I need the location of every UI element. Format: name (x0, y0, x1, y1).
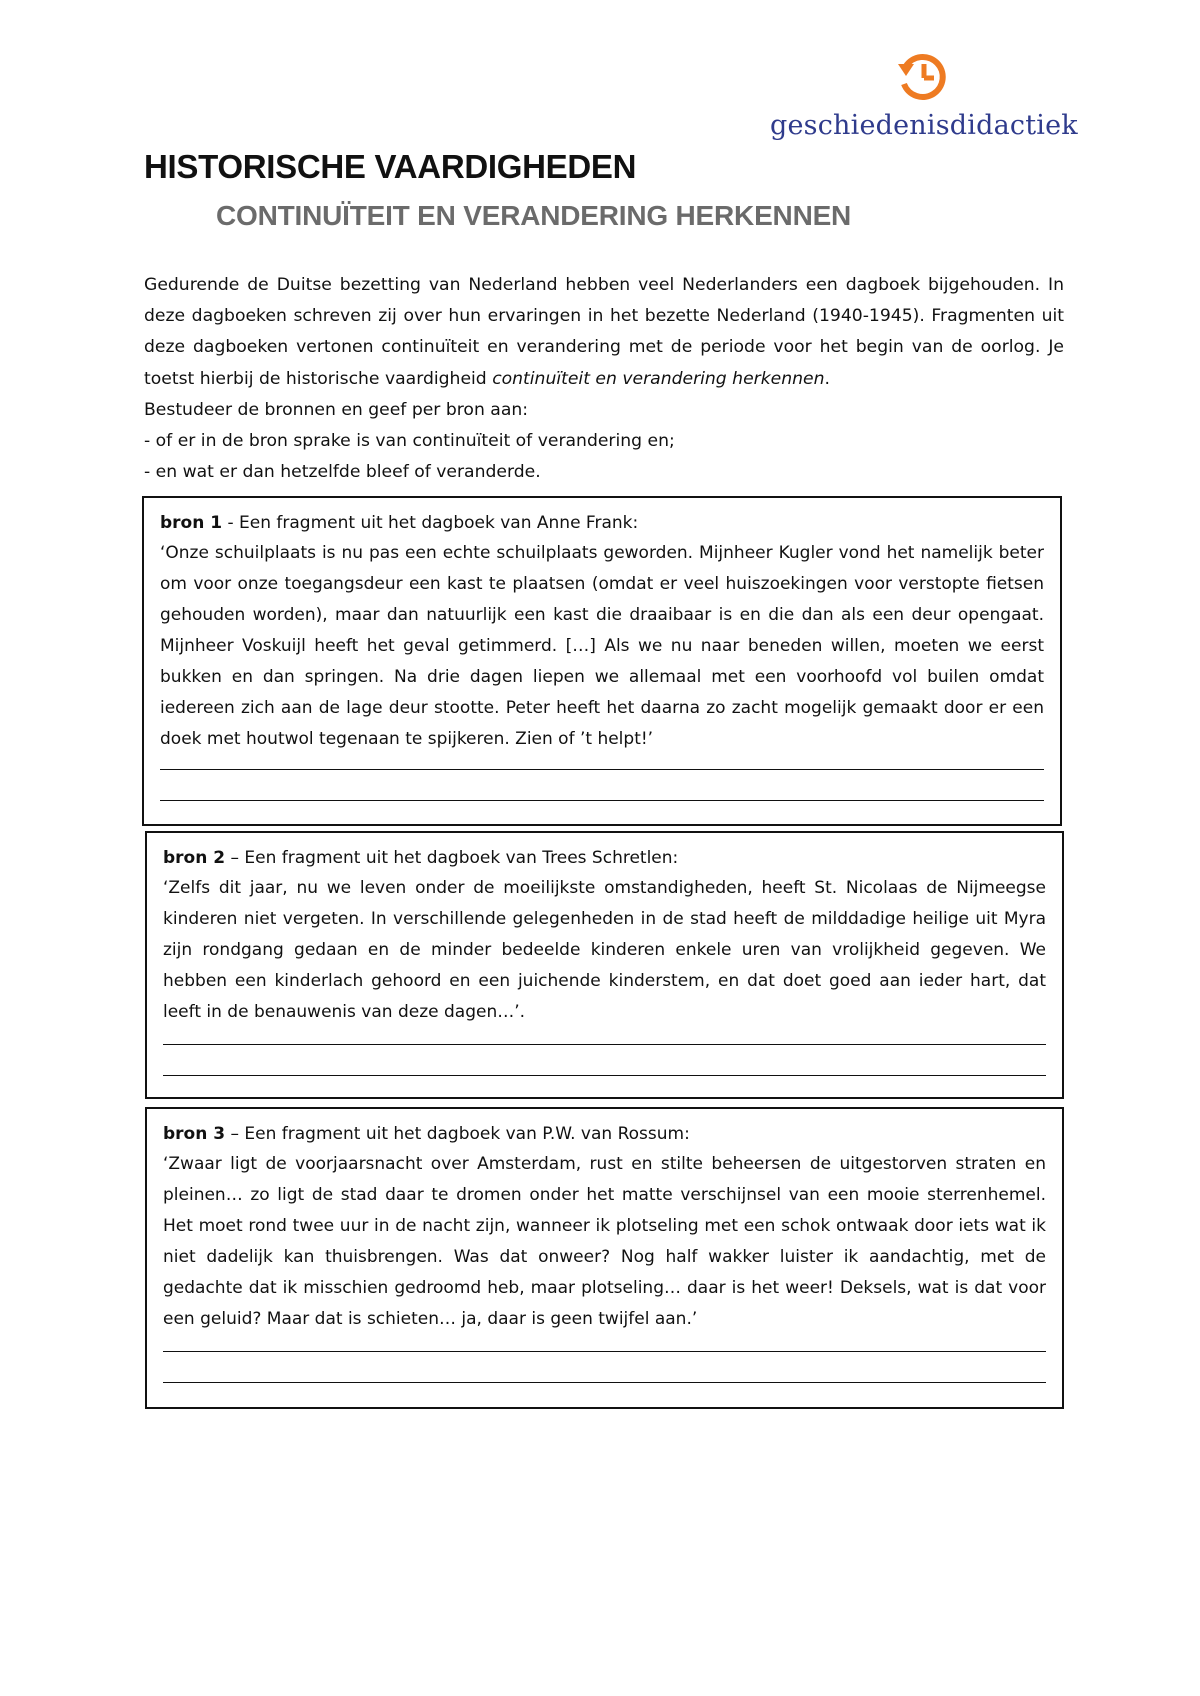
answer-line[interactable] (160, 769, 1044, 770)
intro-instruction: Bestudeer de bronnen en geef per bron aan: (144, 399, 529, 420)
source-heading (163, 843, 1046, 873)
source-quote: ‘Zwaar ligt de voorjaarsnacht over Amsterdam, rust en stilte beheersen de uitgestorven straten en pleinen… zo ligt de stad daar te dromen onder het matte verschijnsel van een mooie sterrenhemel. Het moet rond twee uur in de nacht zijn, wanneer ik plotseling met een schok ontwaak door iets wat ik niet dadelijk kan thuisbrengen. Was dat onweer? Nog half wakker luister ik aandachtig, met de gedachte dat ik misschien gedroomd heb, maar plotseling… daar is het weer! Deksels, wat is dat voor een geluid? Maar dat is schieten… ja, daar is geen twijfel aan.’ (163, 1154, 1046, 1329)
source-heading-text: - Een fragment uit het dagboek van Anne Frank: (222, 513, 639, 533)
source-heading-text: – Een fragment uit het dagboek van Trees Schretlen: (225, 848, 679, 868)
intro-bullet: - of er in de bron sprake is van continuïteit of verandering en; (144, 431, 675, 452)
intro-skill-name: continuïteit en verandering herkennen (492, 368, 825, 389)
logo-text: geschiedenisdidactiek (770, 110, 1078, 141)
source-quote: ‘Onze schuilplaats is nu pas een echte schuilplaats geworden. Mijnheer Kugler vond het namelijk beter om voor onze toegangsdeur een kast te plaatsen (omdat er veel huiszoekingen voor verstopte fietsen gehouden worden), maar dan natuurlijk een kast die draaibaar is en die dan als een deur opengaat. Mijnheer Voskuijl heeft het geval getimmerd. […] Als we nu naar beneden willen, moeten we eerst bukken en dan springen. Na drie dagen liepen we allemaal met een voorhoofd vol builen omdat iedereen zich aan de lage deur stootte. Peter heeft het daarna zo zacht mogelijk gemaakt door er een doek met houtwol tegenaan te spijkeren. Zien of ’t helpt!’ (160, 543, 1044, 749)
answer-line[interactable] (160, 800, 1044, 801)
intro (144, 270, 1064, 488)
answer-line[interactable] (163, 1044, 1046, 1045)
intro-paragraph (144, 270, 1064, 395)
answer-line[interactable] (163, 1075, 1046, 1076)
page-title: HISTORISCHE VAARDIGHEDEN (144, 148, 637, 185)
intro-bullet: - en wat er dan hetzelfde bleef of veranderde. (144, 462, 541, 483)
page-subtitle: CONTINUÏTEIT EN VERANDERING HERKENNEN (216, 200, 852, 231)
answer-line[interactable] (163, 1351, 1046, 1352)
source-label: bron 2 (163, 848, 226, 868)
source-label: bron 1 (160, 513, 223, 533)
source-box-2 (145, 831, 1064, 1099)
source-label: bron 3 (163, 1124, 226, 1144)
intro-paragraph-text: Gedurende de Duitse bezetting van Nederland hebben veel Nederlanders een dagboek bijgehouden. In deze dagboeken schreven zij over hun ervaringen in het bezette Nederland (1940-1945). Fragmenten uit deze dagboeken vertonen continuïteit en verandering met de periode voor het begin van de oorlog. Je toetst hierbij de historische vaardigheid (144, 275, 1064, 389)
source-heading (163, 1119, 1046, 1149)
answer-line[interactable] (163, 1382, 1046, 1383)
intro-paragraph-end: . (824, 368, 830, 389)
source-heading-text: – Een fragment uit het dagboek van P.W. van Rossum: (225, 1124, 690, 1144)
source-heading (160, 508, 1044, 538)
logo (770, 50, 1078, 150)
source-box-1 (142, 496, 1062, 826)
source-quote: ‘Zelfs dit jaar, nu we leven onder de moeilijkste omstandigheden, heeft St. Nicolaas de Nijmeegse kinderen niet vergeten. In verschillende gelegenheden in de stad heeft de milddadige heilige uit Myra zijn rondgang gedaan en de minder bedeelde kinderen enkele uren van vrolijkheid gegeven. We hebben een kinderlach gehoord en een juichende kinderstem, en dat doet goed aan ieder hart, dat leeft in de benauwenis van deze dagen…’. (163, 878, 1046, 1022)
clock-arrow-icon (896, 50, 950, 104)
source-box-3 (145, 1107, 1064, 1409)
